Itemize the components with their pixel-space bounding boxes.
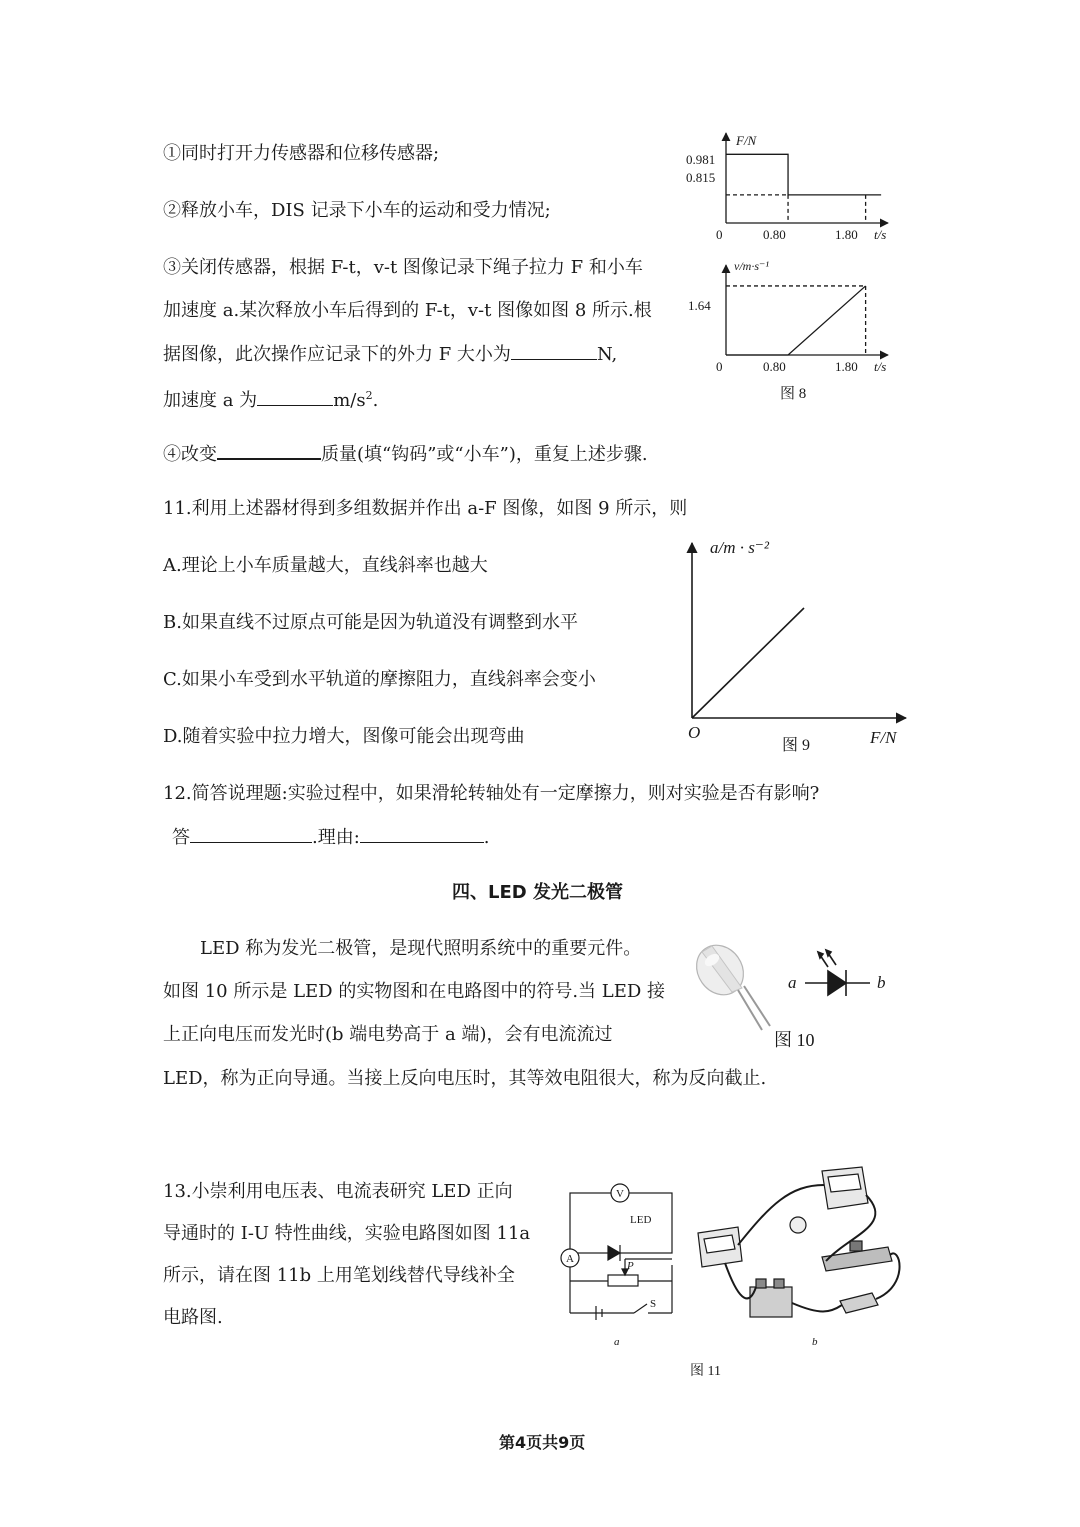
v-t-graph (726, 265, 888, 355)
reason-blank[interactable] (360, 826, 484, 843)
ft-ytick-low: 0.815 (686, 170, 716, 185)
ft-xtick-2: 1.80 (835, 227, 858, 242)
answer-label: 答 (172, 827, 190, 848)
switch-label: S (650, 1298, 657, 1310)
led-paragraph-line-2: 如图 10 所示是 LED 的实物图和在电路图中的符号.当 LED 接 (163, 981, 666, 1002)
figure-11 (550, 1165, 930, 1385)
ft-force-line (726, 154, 881, 195)
figure-8-caption: 图 8 (780, 386, 807, 402)
acceleration-unit: m/s (333, 390, 366, 411)
led-label: LED (630, 1214, 652, 1226)
step-4 (163, 442, 648, 466)
led-paragraph-line-4: LED，称为正向导通。当接上反向电压时，其等效电阻很大，称为反向截止. (163, 1068, 767, 1089)
ammeter-symbol: A (566, 1253, 574, 1265)
ft-origin: 0 (716, 227, 723, 242)
q13-line-3: 所示，请在图 11b 上用笔划线替代导线补全 (163, 1265, 515, 1286)
q11-option-d[interactable]: D.随着实验中拉力增大，图像可能会出现弯曲 (163, 726, 525, 747)
answer-blank[interactable] (190, 826, 312, 843)
figure-10 (690, 930, 910, 1060)
af-origin: O (688, 723, 701, 742)
q12-answer-line (172, 826, 490, 849)
step-3-line-3 (163, 343, 617, 366)
vt-ytick: 1.64 (688, 298, 711, 313)
q12-stem: 12.简答说理题:实验过程中，如果滑轮转轴处有一定摩擦力，则对实验是否有影响? (163, 783, 820, 804)
mass-answer-blank[interactable] (217, 442, 321, 460)
q13-line-4: 电路图. (163, 1307, 223, 1328)
q11-stem: 11.利用上述器材得到多组数据并作出 a-F 图像，如图 9 所示，则 (163, 498, 688, 519)
a-f-graph (692, 543, 906, 718)
slider-label: P (627, 1260, 634, 1272)
vt-xlabel: t/s (874, 359, 887, 374)
figure-8 (680, 125, 920, 410)
led-terminal-b: b (877, 973, 886, 992)
led-photo (690, 936, 770, 1030)
vt-origin: 0 (716, 359, 723, 374)
led-paragraph-line-1: LED 称为发光二极管，是现代照明系统中的重要元件。 (200, 938, 642, 959)
acceleration-period: . (372, 390, 379, 411)
reason-label: .理由: (312, 827, 360, 848)
q13-line-2: 导通时的 I-U 特性曲线，实验电路图如图 11a (163, 1223, 531, 1244)
ft-ytick-high: 0.981 (686, 152, 716, 167)
force-answer-blank[interactable] (511, 343, 597, 360)
section-4-title: 四、LED 发光二极管 (452, 882, 623, 903)
af-xlabel: F/N (870, 728, 897, 747)
step-3-line-3-text: 据图像，此次操作应记录下的外力 F 大小为 (163, 344, 511, 365)
figure-11-caption: 图 11 (690, 1364, 721, 1379)
led-terminal-a: a (788, 973, 797, 992)
step-2: ②释放小车，DIS 记录下小车的运动和受力情况; (163, 200, 551, 221)
led-paragraph-line-3: 上正向电压而发光时(b 端电势高于 a 端)，会有电流流过 (163, 1024, 613, 1045)
led-symbol (805, 950, 870, 996)
vt-ylabel: v/m·s⁻¹ (734, 259, 769, 273)
unit-exponent: 2 (365, 389, 373, 402)
step-3-line-1: ③关闭传感器，根据 F-t，v-t 图像记录下绳子拉力 F 和小车 (163, 257, 643, 278)
vt-xtick-2: 1.80 (835, 359, 858, 374)
figure-9-caption: 图 9 (782, 737, 811, 754)
page-number: 第4页共9页 (499, 1433, 586, 1452)
step-4-text-a: ④改变 (163, 444, 217, 465)
acceleration-label: 加速度 a 为 (163, 390, 258, 411)
subfigure-a-label: a (614, 1336, 620, 1348)
vt-velocity-line (726, 286, 866, 355)
step-3-line-4 (163, 385, 378, 412)
q11-option-b[interactable]: B.如果直线不过原点可能是因为轨道没有调整到水平 (163, 612, 578, 633)
ft-xlabel: t/s (874, 227, 887, 242)
step-3-line-2: 加速度 a.某次释放小车后得到的 F-t，v-t 图像如图 8 所示.根 (163, 300, 652, 321)
figure-9 (680, 535, 920, 760)
ft-ylabel: F/N (736, 133, 757, 148)
acceleration-answer-blank[interactable] (257, 389, 333, 406)
force-unit: N, (596, 344, 618, 365)
af-line (692, 608, 804, 718)
figure-10-caption: 图 10 (774, 1030, 815, 1050)
step-1: ①同时打开力传感器和位移传感器; (163, 143, 440, 164)
wiring-picture-b (698, 1167, 900, 1317)
reason-period: . (483, 827, 490, 848)
voltmeter-symbol: V (616, 1188, 624, 1200)
ft-xtick-1: 0.80 (763, 227, 786, 242)
af-ylabel: a/m · s⁻² (710, 538, 769, 557)
vt-xtick-1: 0.80 (763, 359, 786, 374)
step-4-text-b: 质量(填“钩码”或“小车”)，重复上述步骤. (321, 444, 648, 465)
q11-option-c[interactable]: C.如果小车受到水平轨道的摩擦阻力，直线斜率会变小 (163, 669, 596, 690)
subfigure-b-label: b (812, 1336, 818, 1348)
q13-line-1: 13.小崇利用电压表、电流表研究 LED 正向 (163, 1181, 513, 1202)
q11-option-a[interactable]: A.理论上小车质量越大，直线斜率也越大 (163, 555, 488, 576)
